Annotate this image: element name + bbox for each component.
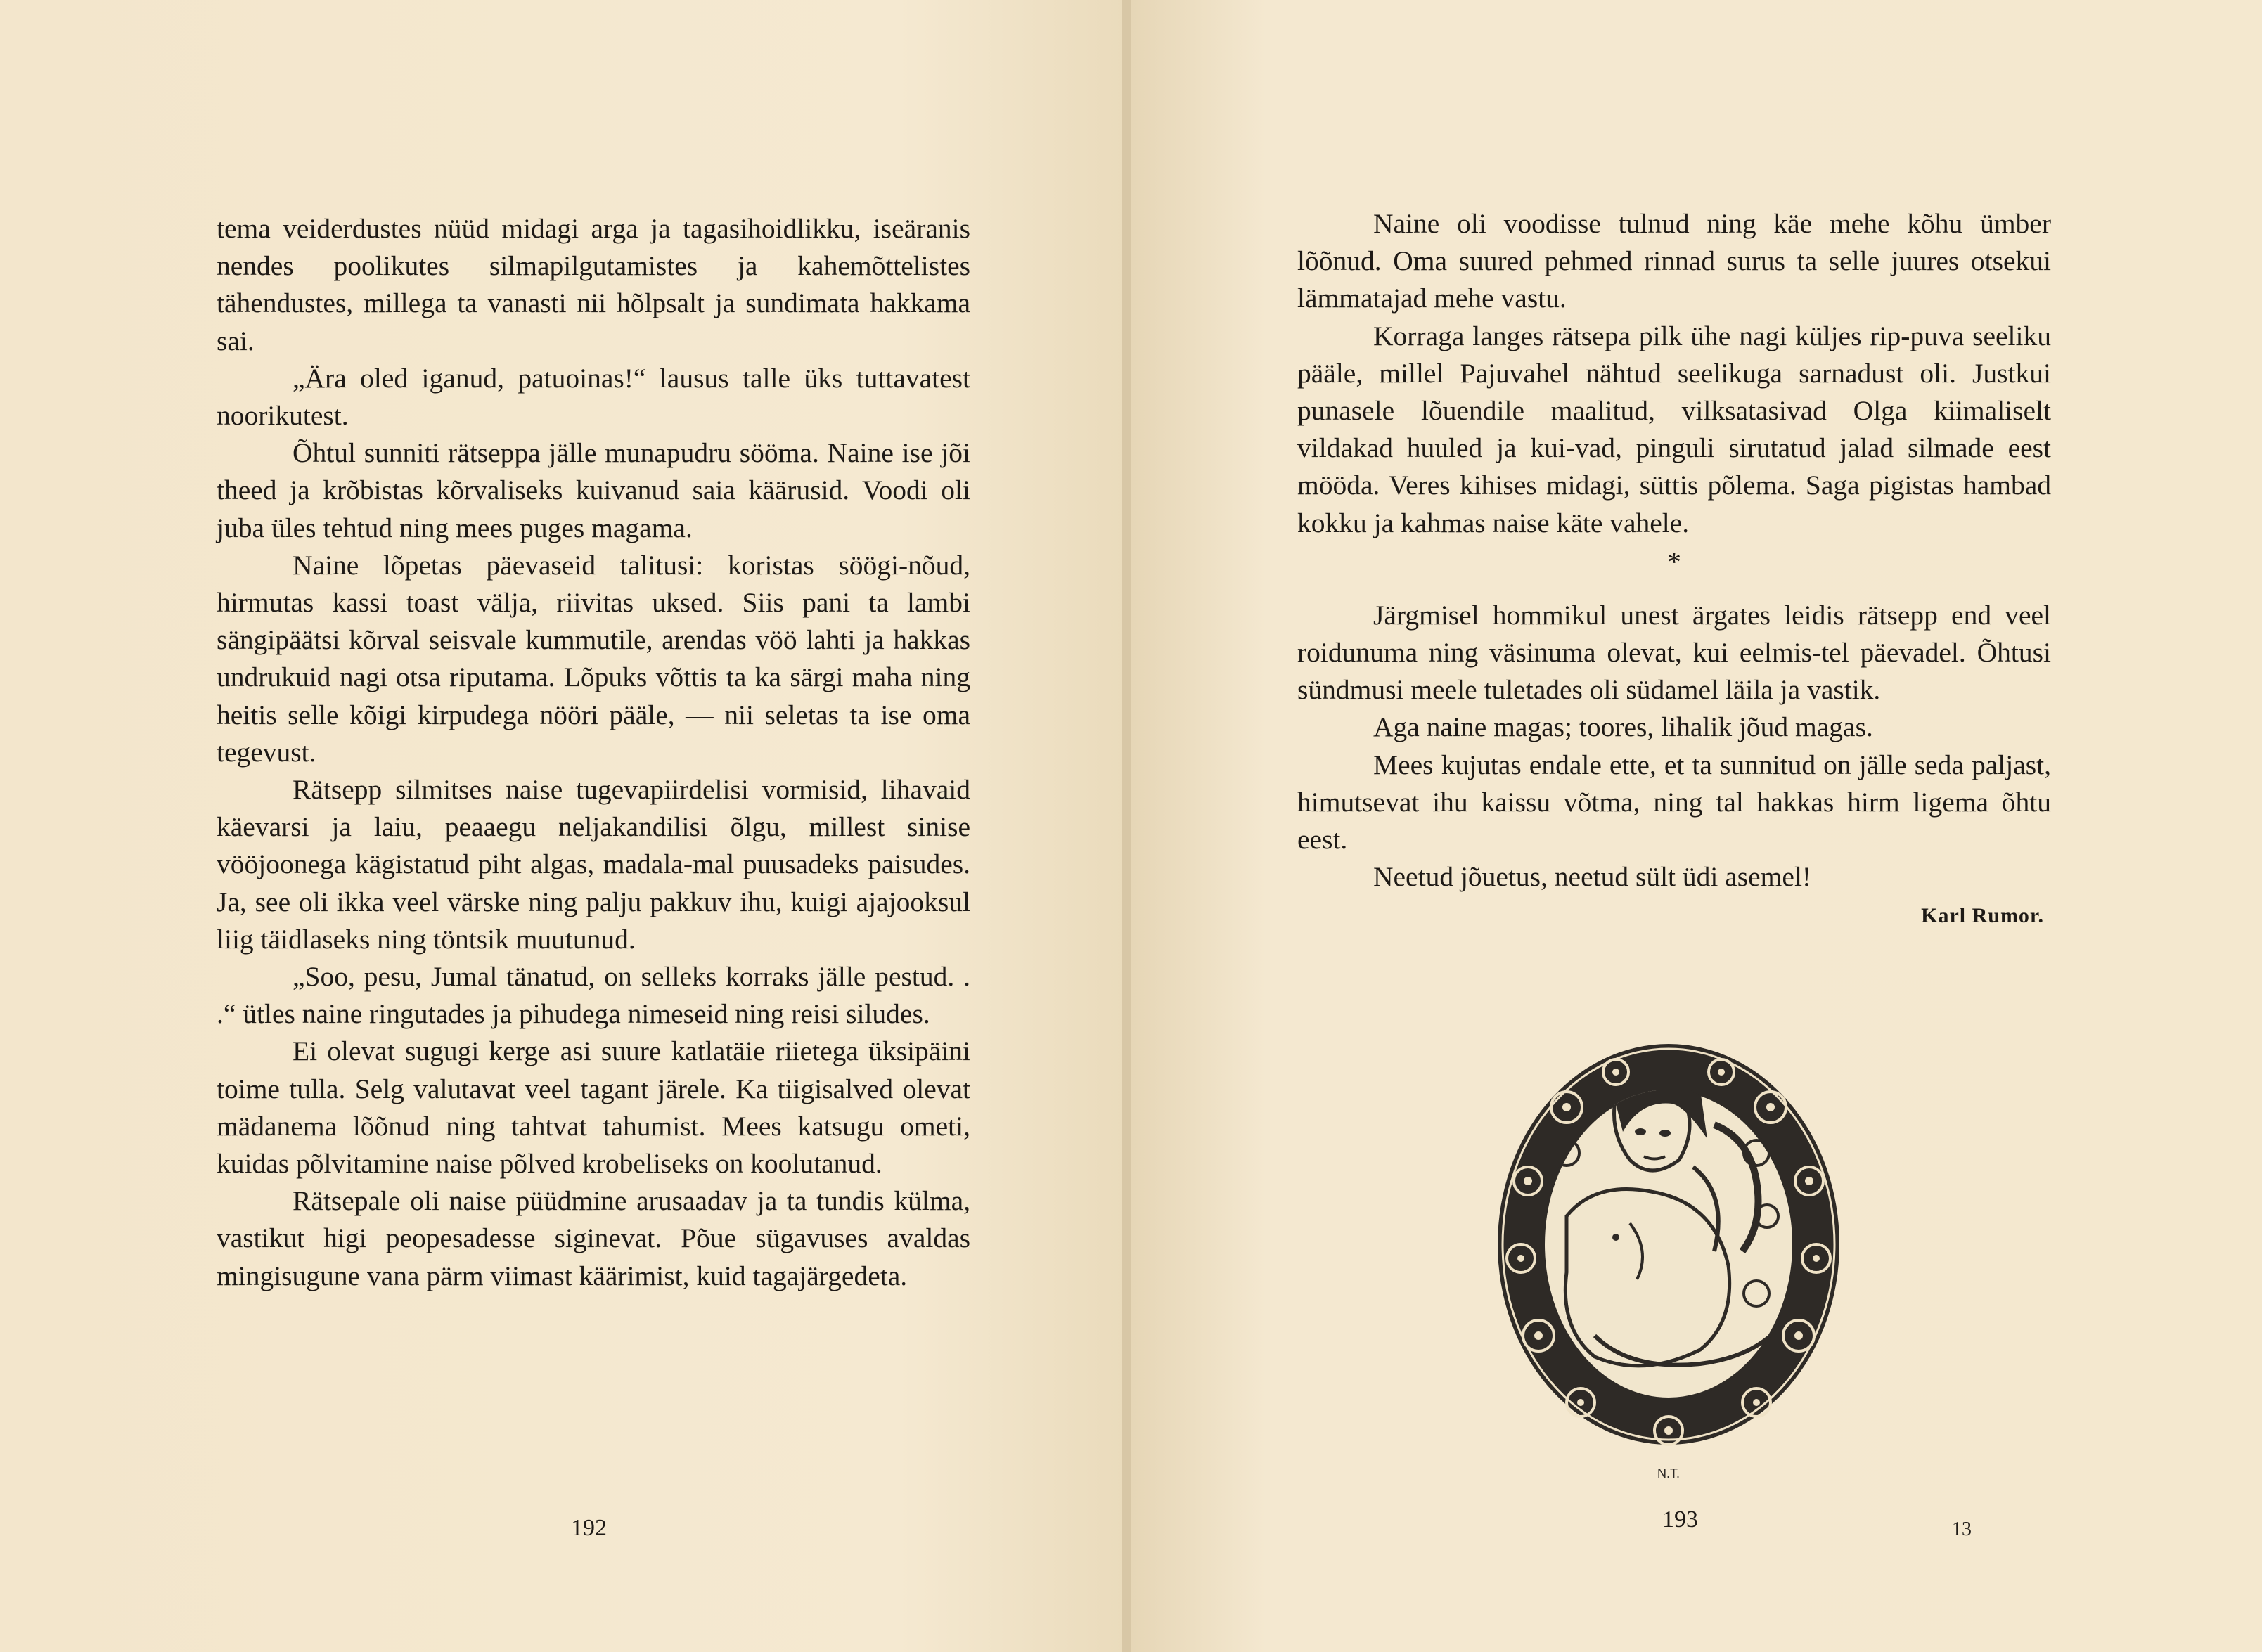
page-number-right: 193 <box>1662 1506 1698 1532</box>
paragraph: „Ära oled iganud, patuoinas!“ lausus talle üks tuttavatest noorikutest. <box>217 362 970 432</box>
signature-mark: 13 <box>1952 1518 1972 1540</box>
vignette-initials: N.T. <box>1657 1466 1681 1480</box>
paragraph: Ei olevat sugugi kerge asi suure katlatäie riietega üksipäini toime tulla. Selg valutavat veel tagant järele. Ka tiigisalved olevat mädanema lõõnud ning tahtvat tahumist. Mees katsugu ometi, kuidas põlvitamine naise põlved krobeliseks on koolutanud. <box>217 1035 970 1180</box>
page-number-left: 192 <box>571 1515 607 1541</box>
section-break: * <box>1667 546 1681 577</box>
left-page-text <box>217 210 970 1295</box>
vignette-illustration <box>1489 1040 1848 1483</box>
paragraph: Järgmisel hommikul unest ärgates leidis rätsepp end veel roidunuma ning väsinuma olevat, kui eelmis-tel päevadel. Õhtusi sündmusi meele tuletades oli südamel läila ja vastik. <box>1297 599 2051 706</box>
author-signature: Karl Rumor. <box>1921 904 2044 928</box>
right-page-text <box>1297 205 2051 935</box>
paragraph: Korraga langes rätsepa pilk ühe nagi küljes rip-puva seeliku pääle, millel Pajuvahel nähtud seelikuga sarnadust oli. Justkui punasele lõuendile maalitud, vilksatasivad Olga kiimaliselt vildakad huuled ja kui-vad, pinguli sirutatud jalad silmade eest mööda. Veres kihises midagi, süttis põlema. Saga pigistas hambad kokku ja kahmas naise käte vahele. <box>1297 320 2051 538</box>
paragraph: „Soo, pesu, Jumal tänatud, on selleks korraks jälle pestud. . .“ ütles naine ringutades ja pihudega nimeseid ning reisi siludes. <box>217 961 970 1030</box>
paragraph: Rätsepale oli naise püüdmine arusaadav ja ta tundis külma, vastikut higi peopesadesse siginevat. Põue sügavuses avaldas mingisugune vana pärm viimast käärimist, kuid tagajärgedeta. <box>217 1185 970 1291</box>
paragraph: Aga naine magas; toores, lihalik jõud magas. <box>1373 711 1873 743</box>
paragraph: Neetud jõuetus, neetud sült üdi asemel! <box>1373 861 1812 893</box>
paragraph: Õhtul sunniti rätseppa jälle munapudru sööma. Naine ise jõi theed ja krõbistas kõrvaliseks kuivanud saia käärusid. Voodi oli juba üles tehtud ning mees puges magama. <box>217 437 970 543</box>
paragraph: Mees kujutas endale ette, et ta sunnitud on jälle seda paljast, himutsevat ihu kaissu võtma, ning tal hakkas hirm ligema õhtu eest. <box>1297 749 2051 856</box>
paragraph: Naine lõpetas päevaseid talitusi: koristas söögi-nõud, hirmutas kassi toast välja, riivitas uksed. Siis pani ta lambi sängipäätsi kõrval seisvale kummutile, arendas vöö lahti ja hakkas undrukuid nagi otsa riputama. Lõpuks võttis ta ka särgi maha ning heitis selle kõigi kirpudega nööri pääle, — nii seletas ta ise oma tegevust. <box>217 549 970 768</box>
paragraph: tema veiderdustes nüüd midagi arga ja tagasihoidlikku, iseäranis nendes poolikutes silmapilgutamistes ja kahemõttelistes tähendustes, millega ta vanasti nii hõlpsalt ja sundimata hakkama sai. <box>217 213 970 356</box>
paragraph: Naine oli voodisse tulnud ning käe mehe kõhu ümber lõõnud. Oma suured pehmed rinnad surus ta selle juures otsekui lämmatajad mehe vastu. <box>1297 208 2051 314</box>
paragraph: Rätsepp silmitses naise tugevapiirdelisi vormisid, lihavaid käevarsi ja laiu, peaaegu neljakandilisi õlgu, millest sinise vööjoonega kägistatud piht algas, madala-mal puusadeks paisudes. Ja, see oli ikka veel värske ning palju pakkuv ihu, kuigi ajajooksul liig täidlaseks ning töntsik muutunud. <box>217 774 970 955</box>
